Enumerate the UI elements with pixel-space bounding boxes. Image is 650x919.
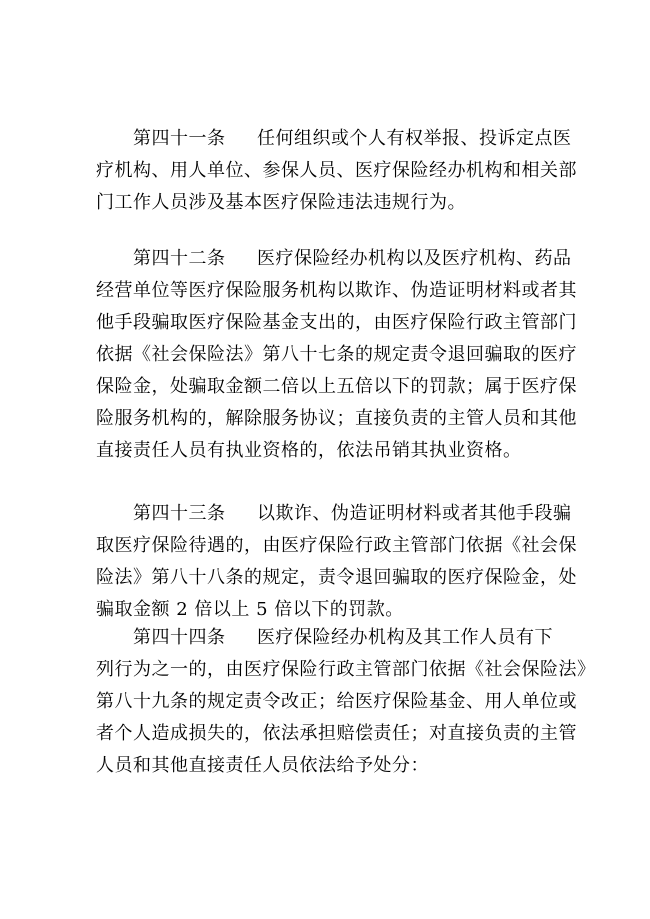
article-heading: 第四十一条 <box>133 128 226 149</box>
article-line: 险服务机构的，解除服务协议；直接负责的主管人员和其他 <box>96 408 577 429</box>
article-42 <box>96 243 577 467</box>
article-line: 保险金，处骗取金额二倍以上五倍以下的罚款；属于医疗保 <box>96 376 577 397</box>
article-line: 列行为之一的，由医疗保险行政主管部门依据《社会保险法》 <box>96 659 596 680</box>
article-line: 以欺诈、伪造证明材料或者其他手段骗 <box>257 503 572 524</box>
article-44 <box>96 622 596 782</box>
article-line: 人员和其他直接责任人员依法给予处分： <box>96 755 429 776</box>
article-line: 疗机构、用人单位、参保人员、医疗保险经办机构和相关部 <box>96 160 577 181</box>
article-43 <box>96 498 577 626</box>
article-line: 依据《社会保险法》第八十七条的规定责令退回骗取的医疗 <box>96 344 577 365</box>
article-line: 险法》第八十八条的规定，责令退回骗取的医疗保险金，处 <box>96 567 577 588</box>
article-first-line <box>96 243 572 275</box>
article-line: 直接责任人员有执业资格的，依法吊销其执业资格。 <box>96 440 522 461</box>
article-heading: 第四十四条 <box>133 627 226 648</box>
article-first-line <box>96 622 556 654</box>
article-line: 门工作人员涉及基本医疗保险违法违规行为。 <box>96 192 466 213</box>
article-line: 经营单位等医疗保险服务机构以欺诈、伪造证明材料或者其 <box>96 280 577 301</box>
article-line: 第八十九条的规定责令改正；给医疗保险基金、用人单位或 <box>96 691 577 712</box>
article-line: 任何组织或个人有权举报、投诉定点医 <box>257 128 572 149</box>
article-line: 医疗保险经办机构及其工作人员有下 <box>257 627 553 648</box>
article-line: 骗取金额 2 倍以上 5 倍以下的罚款。 <box>96 599 404 620</box>
article-first-line <box>96 123 572 155</box>
article-line: 者个人造成损失的，依法承担赔偿责任；对直接负责的主管 <box>96 723 577 744</box>
article-heading: 第四十二条 <box>133 248 226 269</box>
article-line: 取医疗保险待遇的，由医疗保险行政主管部门依据《社会保 <box>96 535 577 556</box>
article-first-line <box>96 498 572 530</box>
article-41 <box>96 123 577 219</box>
article-line: 他手段骗取医疗保险基金支出的，由医疗保险行政主管部门 <box>96 312 577 333</box>
article-heading: 第四十三条 <box>133 503 226 524</box>
article-line: 医疗保险经办机构以及医疗机构、药品 <box>257 248 572 269</box>
